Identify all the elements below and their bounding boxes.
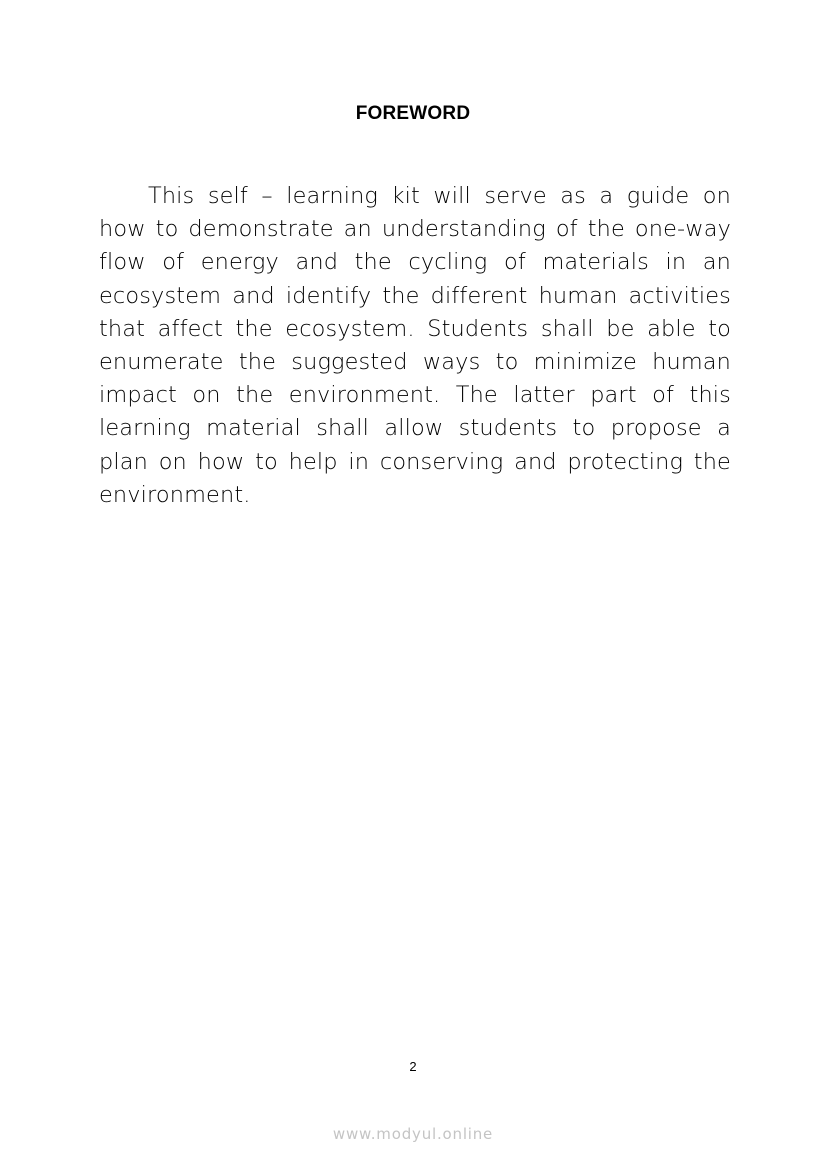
page-title: FOREWORD — [355, 103, 471, 124]
page-number: 2 — [409, 1059, 417, 1074]
foreword-paragraph: This self – learning kit will serve as a guide on how to demonstrate an understanding of the one-way flow of energy and the cycling of materials in an ecosystem and identify the different human activities that affect the ecosystem. Students shall be able to enumerate the suggested ways to minimize human impact on the environment. The latter part of this learning material shall allow students to propose a plan on how to help in conserving and protecting the environment. — [99, 183, 731, 508]
watermark: www.modyul.online — [332, 1125, 494, 1143]
